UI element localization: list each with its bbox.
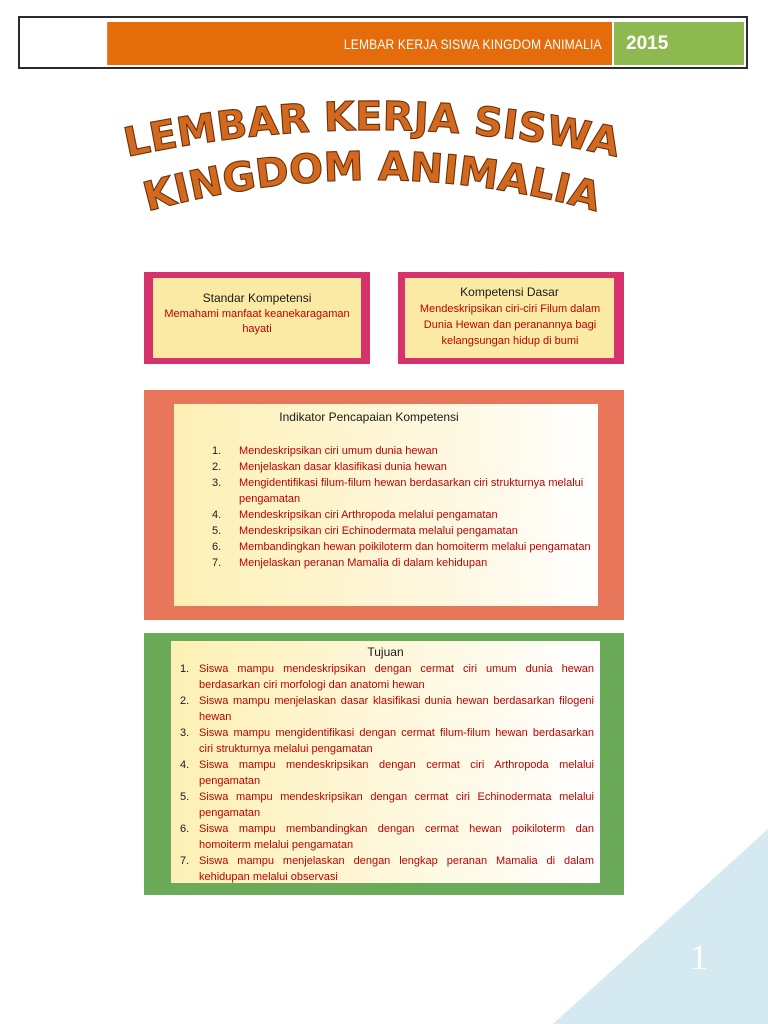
tujuan-heading: Tujuan — [367, 645, 404, 659]
list-item-text: Mendeskripsikan ciri umum dunia hewan — [239, 445, 438, 457]
list-item — [212, 443, 592, 459]
list-item — [180, 821, 594, 853]
list-item — [212, 539, 592, 555]
list-item-number: 4. — [212, 509, 222, 521]
title-wordart — [110, 93, 640, 221]
list-item — [212, 523, 592, 539]
list-item — [212, 475, 592, 507]
list-item — [180, 725, 594, 757]
list-item-text: Mendeskripsikan ciri Echinodermata melalui pengamatan — [239, 525, 518, 537]
list-item-number: 1. — [180, 663, 190, 675]
list-item-text: Mengidentifikasi filum-filum hewan berdasarkan ciri strukturnya melalui pengamatan — [239, 477, 584, 505]
list-item-number: 3. — [180, 727, 190, 739]
list-item-number: 6. — [180, 823, 190, 835]
standar-kompetensi-heading: Standar Kompetensi — [202, 291, 312, 305]
document-title — [110, 93, 640, 221]
header-year: 2015 — [614, 22, 744, 65]
list-item-number: 1. — [212, 445, 222, 457]
indikator-list — [212, 443, 592, 571]
list-item-number: 6. — [212, 541, 222, 553]
list-item-number: 2. — [180, 695, 190, 707]
list-item-text: Menjelaskan peranan Mamalia di dalam kehidupan — [239, 557, 488, 569]
list-item-number: 7. — [212, 557, 222, 569]
title-line-2: KINGDOM ANIMALIA — [138, 143, 606, 221]
list-item-text: Mendeskripsikan ciri Arthropoda melalui pengamatan — [239, 509, 498, 521]
list-item — [180, 757, 594, 789]
page-header — [18, 16, 748, 69]
list-item-number: 2. — [212, 461, 222, 473]
list-item-text: Siswa mampu menjelaskan dasar klasifikasi dunia hewan berdasarkan filogeni hewan — [199, 695, 594, 723]
list-item-number: 4. — [180, 759, 190, 771]
tujuan-list — [180, 661, 594, 885]
kompetensi-dasar-heading: Kompetensi Dasar — [460, 285, 559, 299]
header-title: LEMBAR KERJA SISWA KINGDOM ANIMALIA — [107, 22, 612, 65]
list-item-number: 3. — [212, 477, 222, 489]
list-item-text: Siswa mampu mengidentifikasi dengan cermat filum-filum hewan berdasarkan ciri strukturnya melalui pengamatan — [199, 727, 594, 755]
list-item-text: Siswa mampu mendeskripsikan dengan cermat ciri Arthropoda melalui pengamatan — [199, 759, 594, 787]
list-item-text: Siswa mampu mendeskripsikan dengan cermat ciri umum dunia hewan berdasarkan ciri morfologi dan anatomi hewan — [199, 663, 594, 691]
list-item — [180, 789, 594, 821]
kompetensi-dasar-body: Mendeskripsikan ciri-ciri Filum dalam Dunia Hewan dan peranannya bagi kelangsungan hidup di bumi — [419, 303, 601, 347]
list-item — [212, 459, 592, 475]
list-item — [180, 661, 594, 693]
list-item-text: Siswa mampu mendeskripsikan dengan cermat ciri Echinodermata melalui pengamatan — [199, 791, 594, 819]
list-item-text: Siswa mampu menjelaskan dengan lengkap peranan Mamalia di dalam kehidupan melalui observasi — [199, 855, 594, 883]
list-item — [180, 693, 594, 725]
list-item-number: 7. — [180, 855, 190, 867]
title-line-1: LEMBAR KERJA SISWA — [119, 93, 625, 167]
list-item-number: 5. — [180, 791, 190, 803]
standar-kompetensi-body: Memahami manfaat keanekaragaman hayati — [164, 308, 350, 335]
list-item-text: Menjelaskan dasar klasifikasi dunia hewan — [239, 461, 447, 473]
list-item-number: 5. — [212, 525, 222, 537]
page-number: 1 — [690, 937, 708, 977]
indikator-heading: Indikator Pencapaian Kompetensi — [279, 410, 459, 424]
list-item — [212, 555, 592, 571]
list-item — [180, 853, 594, 885]
list-item-text: Membandingkan hewan poikiloterm dan homoiterm melalui pengamatan — [239, 541, 591, 553]
list-item-text: Siswa mampu membandingkan dengan cermat hewan poikiloterm dan homoiterm melalui pengamatan — [199, 823, 594, 851]
list-item — [212, 507, 592, 523]
